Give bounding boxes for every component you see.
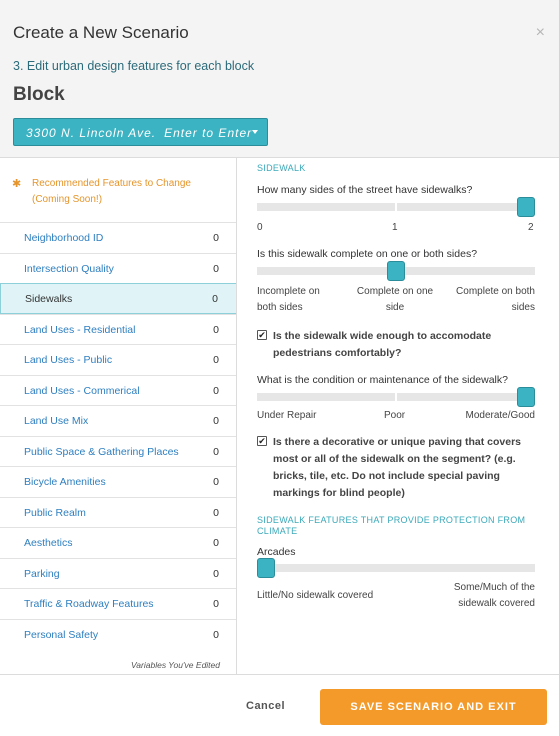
recommended-features-note: ✱ Recommended Features to Change (Coming Soon!) <box>12 178 191 205</box>
sidebar-item-traffic-roadway[interactable]: Traffic & Roadway Features 0 <box>0 588 237 619</box>
block-selector-hint: Enter to Enter <box>164 126 253 140</box>
block-heading: Block <box>13 84 65 105</box>
edited-count: 0 <box>213 537 219 549</box>
sidebar-item-land-uses-public[interactable]: Land Uses - Public 0 <box>0 344 237 375</box>
section-heading-climate-protection: SIDEWALK FEATURES THAT PROVIDE PROTECTION FROM CLIMATE <box>257 515 526 536</box>
sidebar-item-neighborhood-id[interactable]: Neighborhood ID 0 <box>0 222 237 253</box>
edited-count: 0 <box>213 506 219 519</box>
checkbox-row-decorative-paving[interactable] <box>257 434 547 502</box>
slider-label-min: Under Repair <box>257 410 317 421</box>
edited-count: 0 <box>213 232 219 244</box>
edited-count: 0 <box>213 567 219 580</box>
caret-down-icon <box>252 130 258 134</box>
checkbox-row-sidewalk-wide[interactable] <box>257 328 547 362</box>
edited-count: 0 <box>213 354 219 366</box>
cancel-button[interactable]: Cancel <box>246 700 286 712</box>
block-address: 3300 N. Lincoln Ave. <box>26 126 157 140</box>
section-heading-sidewalk: SIDEWALK <box>257 163 306 173</box>
sidebar-item-aesthetics[interactable]: Aesthetics 0 <box>0 527 237 558</box>
sidebar-item-land-use-mix[interactable]: Land Use Mix 0 <box>0 405 237 436</box>
sidebar-item-personal-safety[interactable]: Personal Safety 0 <box>0 619 237 650</box>
step-instruction: 3. Edit urban design features for each block <box>13 59 255 73</box>
question-sidewalk-complete: Is this sidewalk complete on one or both sides? <box>257 248 478 260</box>
modal-title: Create a New Scenario <box>13 23 189 42</box>
slider-label-mid: Complete on one side <box>356 286 434 313</box>
question-sidewalk-sides: How many sides of the street have sidewalks? <box>257 184 473 196</box>
slider-label-min: Little/No sidewalk covered <box>257 590 374 601</box>
slider-tick <box>395 203 397 211</box>
checkbox-label: Is there a decorative or unique paving that covers most or all of the sidewalk on the segment? (e.g. bricks, tile, etc. Do not include special paving markings for blind people) <box>273 436 521 499</box>
slider-thumb[interactable] <box>517 197 535 217</box>
edited-count: 0 <box>213 262 219 275</box>
slider-sidewalk-condition[interactable] <box>257 393 535 401</box>
edited-count: 0 <box>213 598 219 610</box>
edited-count: 0 <box>213 628 219 641</box>
slider-label-max: Complete on both sides <box>456 286 535 313</box>
edited-count: 0 <box>213 445 219 458</box>
sidebar-item-bicycle-amenities[interactable]: Bicycle Amenities 0 <box>0 466 237 497</box>
slider-track <box>257 564 535 572</box>
slider-arcades[interactable] <box>257 564 535 572</box>
variables-edited-note: Variables You've Edited <box>130 660 220 670</box>
checkbox-label: Is the sidewalk wide enough to accomodate pedestrians comfortably? <box>273 330 492 359</box>
save-scenario-button[interactable]: SAVE SCENARIO AND EXIT <box>320 689 547 725</box>
feature-editor <box>238 158 559 674</box>
edited-count: 0 <box>212 293 218 305</box>
edited-count: 0 <box>213 384 219 397</box>
feature-nav <box>0 222 237 649</box>
slider-thumb[interactable] <box>387 261 405 281</box>
question-arcades: Arcades <box>257 546 296 558</box>
slider-thumb[interactable] <box>257 558 275 578</box>
slider-sidewalk-complete[interactable] <box>257 267 535 275</box>
slider-label-min: Incomplete on both sides <box>257 286 320 313</box>
slider-label-max: Moderate/Good <box>465 410 535 421</box>
checkbox-decorative-paving[interactable]: ✔ <box>258 436 266 446</box>
slider-label-mid: Poor <box>384 410 406 421</box>
sidebar-item-parking[interactable]: Parking 0 <box>0 558 237 589</box>
edited-count: 0 <box>213 415 219 427</box>
modal-footer <box>0 674 559 736</box>
sidebar-item-land-uses-residential[interactable]: Land Uses - Residential 0 <box>0 314 237 345</box>
slider-label-max: Some/Much of the sidewalk covered <box>453 582 535 609</box>
slider-label-mid: 1 <box>392 222 398 233</box>
block-selector[interactable] <box>13 118 268 146</box>
sidebar-item-sidewalks[interactable]: Sidewalks 0 <box>0 283 237 314</box>
close-icon[interactable]: × <box>535 24 545 41</box>
slider-label-max: 2 <box>528 222 534 233</box>
asterisk-icon: ✱ <box>12 178 22 190</box>
feature-sidebar <box>0 158 237 674</box>
question-sidewalk-condition: What is the condition or maintenance of the sidewalk? <box>257 374 508 386</box>
sidebar-item-land-uses-commercial[interactable]: Land Uses - Commerical 0 <box>0 375 237 406</box>
sidebar-item-public-space[interactable]: Public Space & Gathering Places 0 <box>0 436 237 467</box>
edited-count: 0 <box>213 476 219 488</box>
slider-tick <box>395 393 397 401</box>
slider-sidewalk-sides[interactable] <box>257 203 535 211</box>
edited-count: 0 <box>213 323 219 336</box>
modal-header <box>0 0 559 158</box>
slider-thumb[interactable] <box>517 387 535 407</box>
slider-label-min: 0 <box>257 222 263 233</box>
checkbox-sidewalk-wide[interactable]: ✔ <box>258 330 266 340</box>
sidebar-item-intersection-quality[interactable]: Intersection Quality 0 <box>0 253 237 284</box>
sidebar-item-public-realm[interactable]: Public Realm 0 <box>0 497 237 528</box>
